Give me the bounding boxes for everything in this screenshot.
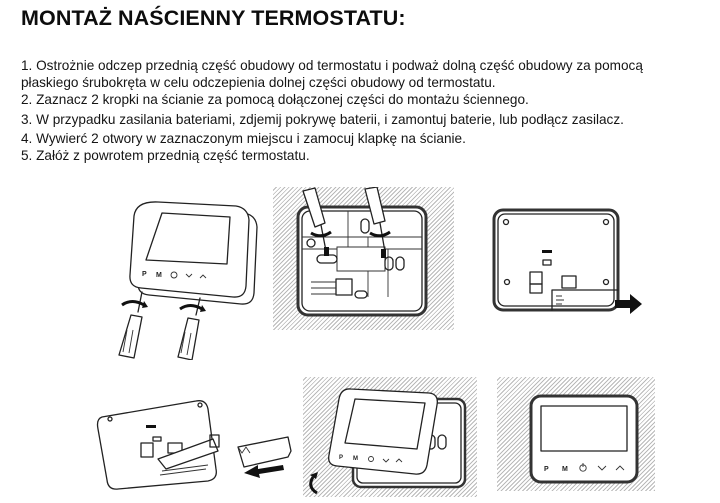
back-plate-illustration: [480, 200, 645, 320]
step-1-line-1: 1. Ostrożnie odczep przednią część obudowy od termostatu i podważ dolną część obudowy za pomocą: [21, 58, 643, 73]
instruction-list: [21, 57, 720, 164]
svg-text:P: P: [142, 271, 147, 278]
svg-text:M: M: [353, 456, 358, 462]
battery-illustration: [88, 385, 293, 503]
figure-6-mounted: [497, 377, 655, 491]
step-4: 4. Wywierć 2 otwory w zaznaczonym miejscu i zamocuj klapkę na ścianie.: [21, 130, 466, 146]
p-button[interactable]: P: [544, 466, 549, 473]
step-2: 2. Zaznacz 2 kropki na ścianie za pomocą dołączonej części do montażu ściennego.: [21, 92, 529, 108]
figure-3-back-cover: [480, 200, 645, 320]
step-5: 5. Załóż z powrotem przednią część termostatu.: [21, 148, 310, 164]
step-3: 3. W przypadku zasilania bateriami, zdjemij pokrywę baterii, i zamontuj baterie, lub podłącz zasilacz.: [21, 111, 624, 127]
figure-2-wall-plate: [273, 187, 454, 330]
reattach-illustration: [303, 377, 477, 497]
screwdriver-left-icon: [119, 292, 148, 358]
thermostat-illustration: [100, 180, 275, 360]
svg-text:M: M: [156, 272, 162, 279]
step-1-line-2: płaskiego śrubokręta w celu odczepienia dolnej części obudowy od termostatu.: [21, 75, 496, 91]
screwdriver-right-icon: [178, 298, 206, 360]
curved-arrow-icon: [311, 477, 317, 493]
figure-1-remove-screws: [100, 180, 275, 360]
figure-5-reattach: [303, 377, 477, 497]
figure-4-battery: [88, 385, 293, 503]
left-arrow-icon: [244, 465, 284, 478]
wall-plate-illustration: [273, 187, 454, 330]
mounted-thermostat-illustration: [497, 377, 655, 491]
m-button[interactable]: M: [562, 466, 568, 473]
page-title: MONTAŻ NAŚCIENNY TERMOSTATU:: [21, 6, 406, 30]
svg-text:P: P: [339, 455, 344, 461]
